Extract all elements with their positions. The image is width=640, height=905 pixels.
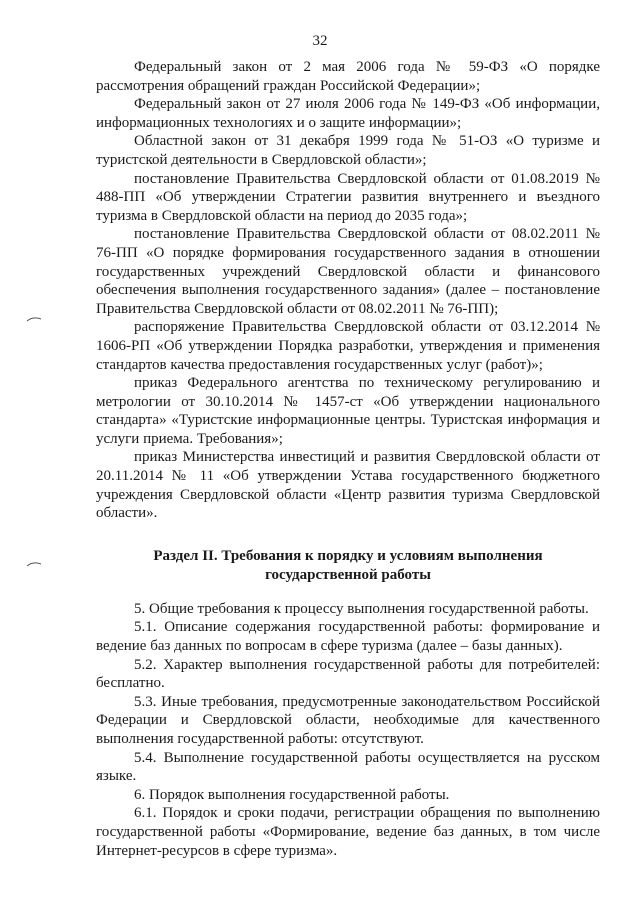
section-heading — [96, 547, 600, 585]
section-paragraph: 5.1. Описание содержания государственной работы: формирование и ведение баз данных по вопросам в сфере туризма (далее – базы данных). — [96, 619, 600, 655]
section-heading-line: государственной работы — [265, 566, 431, 583]
legal-reference: Федеральный закон от 2 мая 2006 года № 59-ФЗ «О порядке рассмотрения обращений граждан Российской Федерации»; — [96, 59, 600, 94]
section-paragraph: 5.4. Выполнение государственной работы осуществляется на русском языке. — [96, 749, 600, 785]
section-heading-line: Раздел II. Требования к порядку и условиям выполнения — [153, 547, 543, 564]
page-number: 32 — [312, 33, 328, 49]
legal-reference: приказ Министерства инвестиций и развития Свердловской области от 20.11.2014 № 11 «Об утверждении Устава государственного бюджетного учреждения Свердловской области «Центр развития туризма Свердловской области». — [96, 449, 600, 522]
legal-reference: приказ Федерального агентства по техническому регулированию и метрологии от 30.10.2014 № 1457-ст «Об утверждении национального стандарта» «Туристские информационные центры. Туристская информация и услуги приема. Требования»; — [96, 375, 600, 447]
section-paragraph: 6. Порядок выполнения государственной работы. — [134, 786, 450, 803]
legal-reference: распоряжение Правительства Свердловской области от 03.12.2014 № 1606-РП «Об утверждении Порядка разработки, утверждения и применения стандартов качества предоставления государственных услуг (работ)»; — [96, 319, 600, 373]
margin-punch-mark — [26, 561, 42, 565]
section-paragraph: 5.2. Характер выполнения государственной работы для потребителей: бесплатно. — [96, 656, 600, 692]
legal-reference: постановление Правительства Свердловской области от 01.08.2019 № 488-ПП «Об утверждении Стратегии развития внутреннего и въездного туризма в Свердловской области на период до 2035 года»; — [96, 170, 600, 224]
legal-reference: Федеральный закон от 27 июля 2006 года № 149-ФЗ «Об информации, информационных технологиях и о защите информации»; — [96, 96, 600, 131]
document-body — [96, 58, 600, 860]
section-paragraph: 5. Общие требования к процессу выполнения государственной работы. — [134, 600, 589, 617]
legal-reference: постановление Правительства Свердловской области от 08.02.2011 № 76-ПП «О порядке формирования государственного задания в отношении государственных учреждений Свердловской области и финансового обеспечения выполнения государственного задания» (далее – постановление Правительства Свердловской области от 08.02.2011 № 76-ПП); — [96, 226, 600, 317]
legal-reference: Областной закон от 31 декабря 1999 года № 51-ОЗ «О туризме и туристской деятельности в Свердловской области»; — [96, 133, 600, 168]
margin-punch-mark — [26, 316, 42, 320]
section-paragraph: 6.1. Порядок и сроки подачи, регистрации обращения по выполнению государственной работы «Формирование, ведение баз данных, в том числе Интернет-ресурсов в сфере туризма». — [96, 805, 600, 859]
section-paragraph: 5.3. Иные требования, предусмотренные законодательством Российской Федерации и Свердловской области, необходимые для качественного выполнения государственной работы: отсутствуют. — [96, 693, 600, 747]
